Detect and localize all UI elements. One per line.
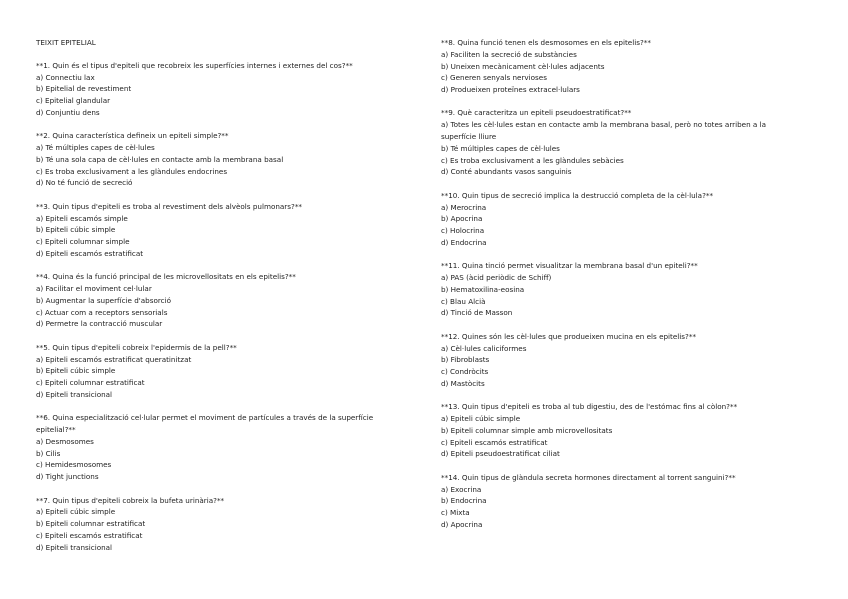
answer-option: a) Facilitar el moviment cel·lular [36, 284, 152, 294]
answer-option: a) PAS (àcid periòdic de Schiff) [441, 273, 552, 283]
answer-option: c) Epiteli escamós estratificat [36, 530, 143, 540]
question-text: **6. Quina especialització cel·lular permet el moviment de partícules a través de la superfície epitelial?** [36, 413, 374, 435]
question-text: **10. Quin tipus de secreció implica la destrucció completa de la cèl·lula?** [441, 190, 714, 200]
answer-option: c) Epiteli escamós estratificat [441, 437, 548, 447]
answer-option: b) Cilis [36, 448, 61, 458]
answer-option: d) Epiteli transicional [36, 389, 113, 399]
question-text: **9. Què caracteritza un epiteli pseudoestratificat?** [441, 108, 632, 118]
answer-option: b) Epiteli columnar simple amb microvellositats [441, 425, 613, 435]
question-text: **13. Quin tipus d'epiteli es troba al tub digestiu, des de l'estómac fins al còlon?** [441, 402, 738, 412]
answer-option: b) Fibroblasts [441, 355, 490, 365]
question-block [36, 130, 396, 189]
answer-option: a) Té múltiples capes de cèl·lules [36, 143, 155, 153]
answer-option: d) Conté abundants vasos sanguinis [441, 167, 572, 177]
answer-option: d) No té funció de secreció [36, 178, 133, 188]
answer-option: a) Cèl·lules caliciformes [441, 343, 527, 353]
answer-option: c) Epitelial glandular [36, 96, 111, 106]
answer-option: d) Tight junctions [36, 472, 99, 482]
answer-option: b) Endocrina [441, 496, 487, 506]
answer-option: a) Epiteli escamós estratificat queratinitzat [36, 354, 192, 364]
answer-option: c) Actuar com a receptors sensorials [36, 307, 168, 317]
answer-option: d) Endocrina [441, 237, 487, 247]
answer-option: a) Merocrina [441, 202, 487, 212]
answer-option: c) Epiteli columnar estratificat [36, 378, 145, 388]
answer-option: c) Es troba exclusivament a les glàndules endocrines [36, 166, 228, 176]
answer-option: b) Apocrina [441, 214, 483, 224]
question-text: **7. Quin tipus d'epiteli cobreix la bufeta urinària?** [36, 495, 225, 505]
right-column [441, 37, 791, 542]
question-text: **11. Quina tinció permet visualitzar la membrana basal d'un epiteli?** [441, 261, 698, 271]
answer-option: d) Produeixen proteïnes extracel·lulars [441, 85, 580, 95]
question-block [441, 401, 791, 460]
answer-option: c) Mixta [441, 508, 470, 518]
question-block [441, 190, 791, 249]
question-block [441, 107, 791, 178]
question-block [441, 472, 791, 531]
answer-option: b) Hematoxilina-eosina [441, 284, 525, 294]
answer-option: c) Blau Alcià [441, 296, 486, 306]
answer-option: a) Faciliten la secreció de substàncies [441, 49, 577, 59]
answer-option: d) Epiteli transicional [36, 542, 113, 552]
answer-option: a) Epiteli cúbic simple [36, 507, 116, 517]
answer-option: a) Totes les cèl·lules estan en contacte amb la membrana basal, però no totes arriben a la superfície lliure [441, 120, 767, 142]
question-block [36, 60, 396, 119]
answer-option: d) Permetre la contracció muscular [36, 319, 163, 329]
answer-option: d) Apocrina [441, 519, 483, 529]
answer-option: c) Condròcits [441, 367, 489, 377]
answer-option: d) Mastòcits [441, 378, 485, 388]
answer-option: c) Generen senyals nervioses [441, 73, 547, 83]
answer-option: d) Epiteli pseudoestratificat ciliat [441, 449, 560, 459]
question-text: **8. Quina funció tenen els desmosomes en els epitelis?** [441, 38, 651, 47]
answer-option: b) Augmentar la superfície d'absorció [36, 295, 172, 305]
answer-option: d) Tinció de Masson [441, 308, 513, 318]
question-text: **1. Quin és el tipus d'epiteli que recobreix les superfícies internes i externes del cos?** [36, 60, 353, 70]
question-text: **4. Quina és la funció principal de les microvellositats en els epitelis?** [36, 272, 296, 282]
answer-option: b) Epiteli cúbic simple [36, 225, 116, 235]
answer-option: c) Hemidesmosomes [36, 460, 112, 470]
question-text: **14. Quin tipus de glàndula secreta hormones directament al torrent sanguini?** [441, 472, 736, 482]
question-text: **2. Quina característica defineix un epiteli simple?** [36, 131, 229, 141]
question-text: **12. Quines són les cèl·lules que produeixen mucina en els epitelis?** [441, 331, 697, 341]
question-block [36, 412, 396, 483]
left-question-list [36, 60, 396, 554]
answer-option: b) Epitelial de revestiment [36, 84, 132, 94]
question-block [36, 495, 396, 554]
answer-option: a) Desmosomes [36, 436, 94, 446]
answer-option: c) Es troba exclusivament a les glàndules sebàcies [441, 155, 624, 165]
left-column [36, 37, 396, 565]
question-block [441, 37, 791, 96]
answer-option: d) Epiteli escamós estratificat [36, 248, 144, 258]
answer-option: c) Holocrina [441, 226, 485, 236]
question-text: **3. Quin tipus d'epiteli es troba al revestiment dels alvèols pulmonars?** [36, 201, 303, 211]
answer-option: b) Uneixen mecànicament cèl·lules adjacents [441, 61, 605, 71]
answer-option: a) Connectiu lax [36, 72, 95, 82]
answer-option: c) Epiteli columnar simple [36, 237, 130, 247]
document-title: TEIXIT EPITELIAL [36, 38, 96, 47]
right-question-list [441, 37, 791, 531]
question-block [36, 271, 396, 330]
answer-option: b) Té múltiples capes de cèl·lules [441, 143, 560, 153]
answer-option: a) Epiteli cúbic simple [441, 414, 521, 424]
answer-option: a) Epiteli escamós simple [36, 213, 128, 223]
answer-option: b) Epiteli columnar estratificat [36, 519, 146, 529]
answer-option: d) Conjuntiu dens [36, 107, 100, 117]
answer-option: b) Epiteli cúbic simple [36, 366, 116, 376]
question-block [441, 331, 791, 390]
question-block [36, 201, 396, 260]
answer-option: b) Té una sola capa de cèl·lules en contacte amb la membrana basal [36, 154, 284, 164]
answer-option: a) Exocrina [441, 484, 482, 494]
question-text: **5. Quin tipus d'epiteli cobreix l'epidermis de la pell?** [36, 342, 237, 352]
question-block [36, 342, 396, 401]
question-block [441, 260, 791, 319]
